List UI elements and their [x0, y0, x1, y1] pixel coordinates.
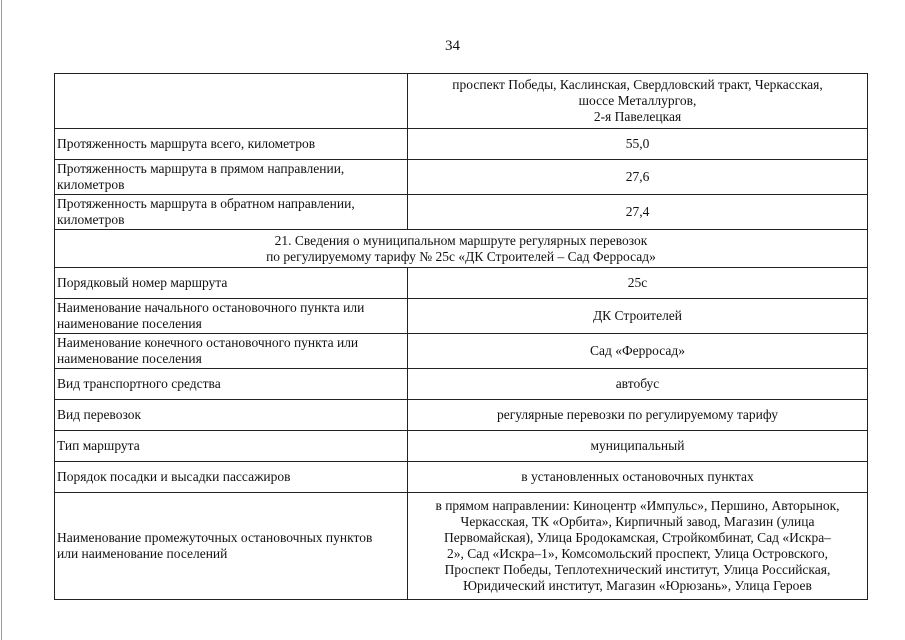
transport-type-value: регулярные перевозки по регулируемому тарифу	[408, 400, 868, 431]
table-row	[55, 369, 868, 400]
table-row	[55, 74, 868, 129]
route-number-value: 25с	[408, 268, 868, 299]
value-line: Первомайская), Улица Бродокамская, Стройкомбинат, Сад «Искра–	[444, 530, 831, 545]
value-line: Проспект Победы, Теплотехнический институт, Улица Российская,	[444, 562, 831, 577]
length-total-label: Протяженность маршрута всего, километров	[55, 129, 408, 160]
end-stop-value: Сад «Ферросад»	[408, 334, 868, 369]
start-stop-label	[55, 299, 408, 334]
label-line: или наименование поселений	[57, 546, 228, 561]
table-row	[55, 431, 868, 462]
table-row	[55, 195, 868, 230]
length-total-value: 55,0	[408, 129, 868, 160]
table-row	[55, 400, 868, 431]
value-line: в прямом направлении: Киноцентр «Импульс», Першино, Авторынок,	[435, 498, 840, 513]
row-label	[55, 74, 408, 129]
page-edge	[1, 0, 2, 640]
value-line: 2», Сад «Искра–1», Комсомольский проспект, Улица Островского,	[447, 546, 828, 561]
table-row	[55, 268, 868, 299]
label-line: Наименование начального остановочного пункта или	[57, 300, 365, 315]
label-line: километров	[57, 177, 125, 192]
route-info-table	[54, 73, 868, 600]
page-number: 34	[445, 38, 460, 54]
boarding-label: Порядок посадки и высадки пассажиров	[55, 462, 408, 493]
label-line: Наименование конечного остановочного пункта или	[57, 335, 359, 350]
table-row	[55, 493, 868, 600]
vehicle-label: Вид транспортного средства	[55, 369, 408, 400]
end-stop-label	[55, 334, 408, 369]
section-heading	[55, 230, 868, 268]
table-row	[55, 299, 868, 334]
length-back-label	[55, 195, 408, 230]
value-line: проспект Победы, Каслинская, Свердловский тракт, Черкасская,	[452, 77, 823, 92]
route-type-label: Тип маршрута	[55, 431, 408, 462]
label-line: Протяженность маршрута в прямом направлении,	[57, 161, 345, 176]
route-type-value: муниципальный	[408, 431, 868, 462]
table-row	[55, 129, 868, 160]
value-line: шоссе Металлургов,	[578, 93, 697, 108]
value-line: 2-я Павелецкая	[593, 109, 682, 124]
heading-line: 21. Сведения о муниципальном маршруте регулярных перевозок	[274, 232, 648, 248]
section-heading-row	[55, 230, 868, 268]
label-line: Протяженность маршрута в обратном направлении,	[57, 196, 355, 211]
streets-continued-value	[408, 74, 868, 129]
label-line: наименование поселения	[57, 316, 202, 331]
label-line: наименование поселения	[57, 351, 202, 366]
vehicle-value: автобус	[408, 369, 868, 400]
length-forward-value: 27,6	[408, 160, 868, 195]
table-row	[55, 462, 868, 493]
table-row	[55, 334, 868, 369]
length-back-value: 27,4	[408, 195, 868, 230]
length-forward-label	[55, 160, 408, 195]
start-stop-value: ДК Строителей	[408, 299, 868, 334]
value-line: Черкасская, ТК «Орбита», Кирпичный завод, Магазин (улица	[460, 514, 815, 529]
value-line: Юридический институт, Магазин «Юрюзань», Улица Героев	[463, 578, 812, 593]
boarding-value: в установленных остановочных пунктах	[408, 462, 868, 493]
transport-type-label: Вид перевозок	[55, 400, 408, 431]
label-line: Наименование промежуточных остановочных пунктов	[57, 530, 373, 545]
intermediate-stops-value	[408, 493, 868, 600]
route-number-label: Порядковый номер маршрута	[55, 268, 408, 299]
label-line: километров	[57, 212, 125, 227]
heading-line: по регулируемому тарифу № 25с «ДК Строителей – Сад Ферросад»	[266, 248, 656, 264]
table-row	[55, 160, 868, 195]
intermediate-stops-label	[55, 493, 408, 600]
